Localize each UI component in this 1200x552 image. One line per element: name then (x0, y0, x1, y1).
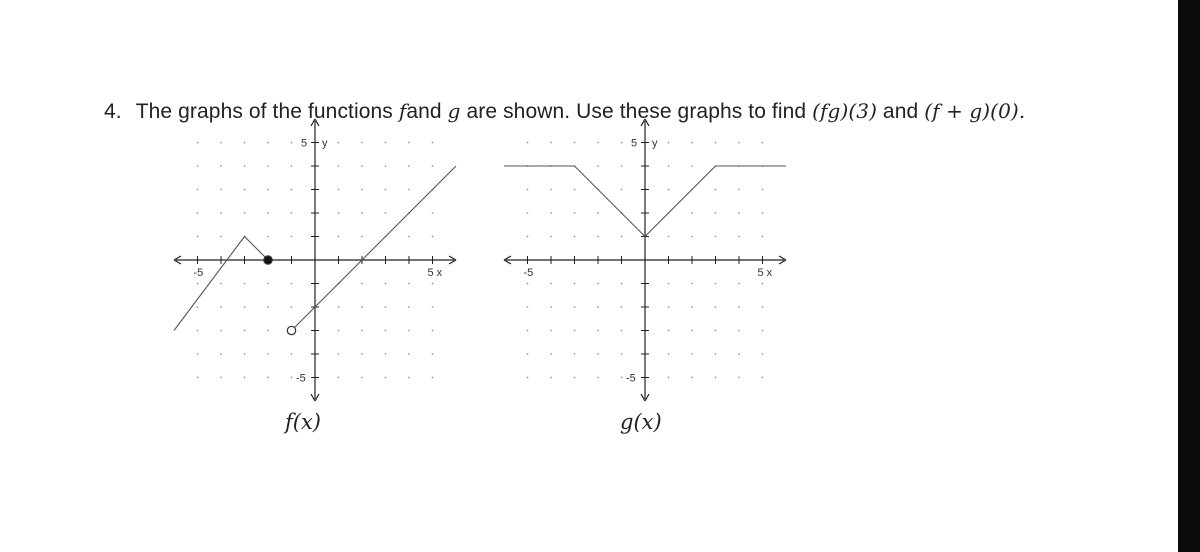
graph-g-grid-dot (738, 377, 740, 379)
graph-g-grid-dot (668, 236, 670, 238)
graph-f-grid-dot (432, 306, 434, 308)
graph-g-grid-dot (691, 306, 693, 308)
graph-f-grid-dot (361, 330, 363, 332)
graph-g-grid-dot (715, 142, 717, 144)
graph-g-grid-dot (691, 212, 693, 214)
graph-f-grid-dot (432, 212, 434, 214)
graph-g-grid-dot (668, 142, 670, 144)
graph-f-grid-dot (220, 165, 222, 167)
graph-f-grid-dot (197, 377, 199, 379)
graph-f-grid-dot (244, 189, 246, 191)
graph-f-grid-dot (220, 283, 222, 285)
graph-f-grid-dot (220, 330, 222, 332)
graph-f-grid-dot (385, 353, 387, 355)
graph-f-x-right-label: 5 x (427, 267, 443, 279)
graph-f-grid-dot (220, 189, 222, 191)
graph-f-grid-dot (267, 236, 269, 238)
graph-g-grid-dot (550, 142, 552, 144)
graph-g-grid-dot (691, 236, 693, 238)
graph-f-grid-dot (291, 189, 293, 191)
graph-g-grid-dot (715, 353, 717, 355)
graph-g-grid-dot (621, 330, 623, 332)
graph-f-grid-dot (197, 353, 199, 355)
graph-f-grid-dot (244, 377, 246, 379)
graph-f-grid-dot (267, 283, 269, 285)
graph-f-grid-dot (385, 142, 387, 144)
graph-g-grid-dot (762, 377, 764, 379)
graph-g-grid-dot (668, 165, 670, 167)
graph-g-grid-dot (574, 353, 576, 355)
graph-g-plot (505, 128, 795, 408)
graph-f-grid-dot (385, 165, 387, 167)
graph-g-grid-dot (597, 142, 599, 144)
graph-g-grid-dot (597, 212, 599, 214)
graph-g-grid-dot (527, 189, 529, 191)
graph-g-grid-dot (691, 353, 693, 355)
graph-f-grid-dot (244, 353, 246, 355)
graph-f-grid-dot (267, 212, 269, 214)
graph-g-grid-dot (691, 377, 693, 379)
graph-g-caption: g(x) (620, 410, 662, 434)
graph-f-grid-dot (361, 283, 363, 285)
graph-f-grid-dot (408, 236, 410, 238)
graph-g-grid-dot (762, 330, 764, 332)
graph-f-grid-dot (244, 306, 246, 308)
question-text-mid: are shown. Use these graphs to find (466, 100, 807, 123)
question-text-before: The graphs of the functions (135, 100, 393, 123)
graph-f-grid-dot (291, 165, 293, 167)
graph-g-grid-dot (550, 236, 552, 238)
graph-f-grid-dot (267, 189, 269, 191)
graph-f-grid-dot (220, 353, 222, 355)
graph-f-grid-dot (385, 212, 387, 214)
graph-f-grid-dot (385, 189, 387, 191)
expression-f-plus-g-0: (f + g)(0). (924, 99, 1026, 123)
graph-g-grid-dot (597, 236, 599, 238)
graph-g-grid-dot (668, 330, 670, 332)
graph-g-grid-dot (550, 283, 552, 285)
graph-f-grid-dot (361, 165, 363, 167)
graph-f-grid-dot (385, 306, 387, 308)
graph-f-grid-dot (432, 142, 434, 144)
graph-g-y-bottom-label: -5 (626, 372, 636, 385)
graph-g-grid-dot (550, 377, 552, 379)
graph-g-grid-dot (574, 142, 576, 144)
graph-f-grid-dot (338, 377, 340, 379)
graph-g-grid-dot (597, 353, 599, 355)
graph-g-grid-dot (621, 353, 623, 355)
graph-f-grid-dot (291, 142, 293, 144)
function-g-symbol: g (447, 99, 461, 123)
graph-g-grid-dot (691, 142, 693, 144)
graph-f-grid-dot (244, 212, 246, 214)
function-f-symbol: f (398, 99, 407, 123)
graph-g-grid-dot (691, 283, 693, 285)
graph-f (175, 128, 465, 408)
graph-f-grid-dot (197, 212, 199, 214)
graph-g-grid-dot (668, 353, 670, 355)
graph-f-grid-dot (220, 306, 222, 308)
graph-f-grid-dot (408, 306, 410, 308)
graph-f-grid-dot (338, 189, 340, 191)
graph-g-grid-dot (527, 377, 529, 379)
graph-f-grid-dot (385, 330, 387, 332)
graph-f-grid-dot (244, 142, 246, 144)
graph-g-grid-dot (762, 189, 764, 191)
graph-f-caption: f(x) (285, 410, 322, 434)
graph-g-grid-dot (574, 283, 576, 285)
graph-g-y-top-label: 5 (631, 137, 638, 150)
graph-f-grid-dot (361, 236, 363, 238)
graph-g-grid-dot (715, 189, 717, 191)
graph-f-grid-dot (338, 353, 340, 355)
graph-g-grid-dot (597, 283, 599, 285)
graph-f-x-left-label: -5 (193, 267, 204, 279)
graph-f-grid-dot (361, 353, 363, 355)
graph-g (505, 128, 795, 408)
graph-f-grid-dot (361, 189, 363, 191)
graph-f-grid-dot (291, 353, 293, 355)
graph-g-grid-dot (621, 283, 623, 285)
graph-g-grid-dot (597, 377, 599, 379)
graph-f-grid-dot (408, 330, 410, 332)
graph-g-grid-dot (621, 142, 623, 144)
graph-f-y-top-label: 5 (301, 137, 308, 150)
graph-g-grid-dot (738, 189, 740, 191)
graph-f-point-open (287, 326, 295, 334)
graph-g-grid-dot (527, 353, 529, 355)
graph-f-grid-dot (197, 283, 199, 285)
graph-g-grid-dot (762, 212, 764, 214)
graph-f-grid-dot (338, 212, 340, 214)
graph-g-grid-dot (738, 306, 740, 308)
window-edge-bar (1178, 0, 1200, 552)
graph-f-y-bottom-label: -5 (296, 372, 306, 385)
graph-g-grid-dot (550, 353, 552, 355)
graph-f-grid-dot (338, 236, 340, 238)
graph-g-grid-dot (550, 189, 552, 191)
graph-f-grid-dot (220, 212, 222, 214)
graph-f-grid-dot (408, 165, 410, 167)
graph-g-grid-dot (668, 283, 670, 285)
graph-g-grid-dot (597, 306, 599, 308)
graph-g-grid-dot (621, 189, 623, 191)
graph-f-series-right (292, 166, 457, 331)
graph-f-grid-dot (291, 306, 293, 308)
graph-f-grid-dot (338, 306, 340, 308)
graph-g-grid-dot (668, 377, 670, 379)
graph-g-grid-dot (762, 283, 764, 285)
graph-f-grid-dot (244, 283, 246, 285)
graph-f-grid-dot (291, 377, 293, 379)
graph-g-grid-dot (762, 306, 764, 308)
graph-g-grid-dot (527, 306, 529, 308)
graph-f-y-axis-name: y (322, 137, 328, 150)
graph-g-grid-dot (715, 306, 717, 308)
graph-f-grid-dot (338, 165, 340, 167)
graph-g-grid-dot (715, 330, 717, 332)
question-and-2: and (882, 100, 919, 123)
graph-g-grid-dot (621, 236, 623, 238)
graph-f-grid-dot (197, 330, 199, 332)
graph-g-grid-dot (738, 283, 740, 285)
graph-f-grid-dot (338, 142, 340, 144)
graph-g-grid-dot (527, 236, 529, 238)
graph-f-grid-dot (432, 377, 434, 379)
graph-f-grid-dot (197, 165, 199, 167)
graph-f-grid-dot (432, 236, 434, 238)
graph-f-grid-dot (408, 283, 410, 285)
graph-g-grid-dot (550, 212, 552, 214)
graph-f-grid-dot (291, 283, 293, 285)
graph-g-grid-dot (574, 377, 576, 379)
question-and-1: and (406, 100, 442, 123)
graph-f-grid-dot (291, 212, 293, 214)
graph-f-grid-dot (432, 353, 434, 355)
graph-f-grid-dot (267, 377, 269, 379)
graph-f-grid-dot (432, 330, 434, 332)
graph-f-grid-dot (361, 306, 363, 308)
graph-f-grid-dot (220, 142, 222, 144)
graph-f-grid-dot (385, 377, 387, 379)
graph-g-x-left-label: -5 (523, 267, 534, 279)
graph-f-grid-dot (197, 306, 199, 308)
graph-f-grid-dot (408, 353, 410, 355)
graph-g-grid-dot (738, 330, 740, 332)
graph-f-grid-dot (291, 236, 293, 238)
graph-f-grid-dot (408, 142, 410, 144)
graph-g-grid-dot (574, 236, 576, 238)
graph-f-grid-dot (361, 142, 363, 144)
graph-g-grid-dot (668, 306, 670, 308)
expression-fg-3: (fg)(3) (812, 99, 877, 123)
graph-g-grid-dot (762, 353, 764, 355)
graph-f-grid-dot (267, 142, 269, 144)
graph-f-point-closed (264, 256, 272, 264)
graph-f-grid-dot (244, 330, 246, 332)
graph-f-grid-dot (197, 142, 199, 144)
graph-f-grid-dot (197, 236, 199, 238)
graph-g-grid-dot (527, 212, 529, 214)
graph-f-grid-dot (267, 165, 269, 167)
graph-f-grid-dot (220, 236, 222, 238)
graph-g-grid-dot (574, 306, 576, 308)
graph-g-grid-dot (691, 330, 693, 332)
graph-f-grid-dot (267, 353, 269, 355)
graph-g-grid-dot (621, 165, 623, 167)
graph-f-grid-dot (361, 377, 363, 379)
graph-g-grid-dot (738, 142, 740, 144)
graph-f-grid-dot (432, 165, 434, 167)
graph-g-grid-dot (597, 330, 599, 332)
graph-g-grid-dot (621, 306, 623, 308)
graph-g-grid-dot (574, 330, 576, 332)
graph-f-grid-dot (267, 330, 269, 332)
question-number: 4. (104, 100, 122, 123)
graph-g-grid-dot (550, 306, 552, 308)
graph-g-grid-dot (715, 236, 717, 238)
graph-g-grid-dot (738, 236, 740, 238)
graph-g-grid-dot (621, 377, 623, 379)
graph-g-grid-dot (574, 212, 576, 214)
graph-g-grid-dot (527, 330, 529, 332)
graph-g-grid-dot (597, 165, 599, 167)
graph-g-grid-dot (715, 377, 717, 379)
graph-g-grid-dot (762, 236, 764, 238)
graph-g-grid-dot (762, 142, 764, 144)
graph-g-grid-dot (715, 212, 717, 214)
question-text (104, 99, 1025, 124)
graph-f-grid-dot (385, 283, 387, 285)
graph-g-grid-dot (550, 330, 552, 332)
graph-f-grid-dot (408, 377, 410, 379)
graph-f-grid-dot (244, 165, 246, 167)
graph-g-grid-dot (574, 189, 576, 191)
graph-f-grid-dot (338, 330, 340, 332)
graph-f-grid-dot (361, 212, 363, 214)
graph-f-grid-dot (432, 283, 434, 285)
graph-g-x-right-label: 5 x (757, 267, 773, 279)
graph-g-grid-dot (738, 212, 740, 214)
graph-f-grid-dot (408, 189, 410, 191)
graph-f-plot (175, 128, 465, 408)
graph-g-grid-dot (738, 353, 740, 355)
graph-f-grid-dot (220, 377, 222, 379)
graph-g-grid-dot (527, 283, 529, 285)
graph-g-grid-dot (715, 283, 717, 285)
graph-g-grid-dot (691, 165, 693, 167)
graph-g-grid-dot (668, 189, 670, 191)
graph-f-grid-dot (197, 189, 199, 191)
graph-f-grid-dot (267, 306, 269, 308)
graph-g-y-axis-name: y (652, 137, 658, 150)
graph-g-grid-dot (527, 142, 529, 144)
